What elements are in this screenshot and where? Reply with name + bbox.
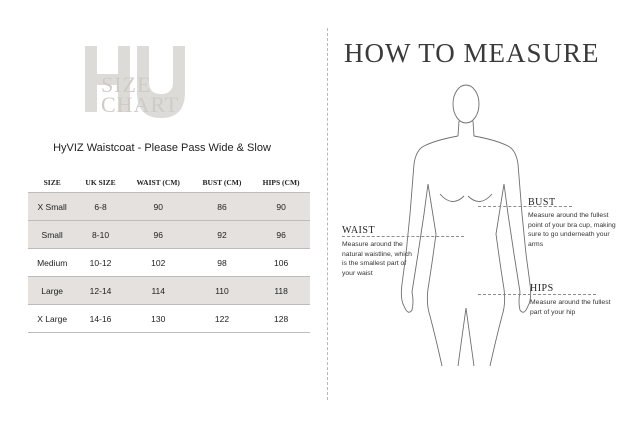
cell-hips: 128	[252, 305, 310, 333]
measure-guide-panel	[330, 0, 621, 425]
waist-label: WAIST	[342, 225, 376, 236]
waist-line	[342, 236, 464, 237]
cell-size: X Small	[28, 193, 76, 221]
cell-hips: 90	[252, 193, 310, 221]
header-bust: BUST (CM)	[192, 172, 253, 193]
size-table	[28, 172, 310, 333]
table-row	[28, 305, 310, 333]
hips-label: HIPS	[530, 283, 554, 294]
header-hips: HIPS (CM)	[252, 172, 310, 193]
product-title: HyVIZ Waistcoat - Please Pass Wide & Slow	[53, 142, 271, 154]
waist-description: Measure around the natural waistline, which is the smallest part of your waist	[342, 241, 412, 277]
cell-uk-size: 14-16	[76, 305, 124, 333]
cell-hips: 106	[252, 249, 310, 277]
cell-uk-size: 12-14	[76, 277, 124, 305]
cell-bust: 110	[192, 277, 253, 305]
cell-waist: 90	[125, 193, 192, 221]
cell-bust: 122	[192, 305, 253, 333]
table-header-row	[28, 172, 310, 193]
cell-size: Small	[28, 221, 76, 249]
hips-description: Measure around the fullest part of your hip	[530, 299, 611, 316]
cell-waist: 96	[125, 221, 192, 249]
dashed-divider	[327, 28, 328, 400]
cell-bust: 98	[192, 249, 253, 277]
cell-uk-size: 10-12	[76, 249, 124, 277]
body-outline-icon	[396, 84, 536, 366]
cell-size: Large	[28, 277, 76, 305]
hips-line	[478, 294, 596, 295]
cell-bust: 92	[192, 221, 253, 249]
table-row	[28, 193, 310, 221]
logo-size-text: SIZE	[101, 72, 152, 97]
cell-waist: 114	[125, 277, 192, 305]
bust-description: Measure around the fullest point of your bra cup, making sure to go underneath your arms	[528, 212, 616, 248]
table-row	[28, 221, 310, 249]
cell-waist: 102	[125, 249, 192, 277]
guide-title: HOW TO MEASURE	[344, 38, 600, 68]
bust-line	[478, 206, 572, 207]
bust-label: BUST	[528, 197, 556, 208]
header-waist: WAIST (CM)	[125, 172, 192, 193]
cell-uk-size: 8-10	[76, 221, 124, 249]
header-uk-size: UK SIZE	[76, 172, 124, 193]
logo-chart-text: CHART	[101, 92, 180, 117]
cell-uk-size: 6-8	[76, 193, 124, 221]
cell-bust: 86	[192, 193, 253, 221]
cell-size: X Large	[28, 305, 76, 333]
table-row	[28, 277, 310, 305]
header-size: SIZE	[28, 172, 76, 193]
table-row	[28, 249, 310, 277]
cell-hips: 118	[252, 277, 310, 305]
cell-hips: 96	[252, 221, 310, 249]
cell-waist: 130	[125, 305, 192, 333]
cell-size: Medium	[28, 249, 76, 277]
